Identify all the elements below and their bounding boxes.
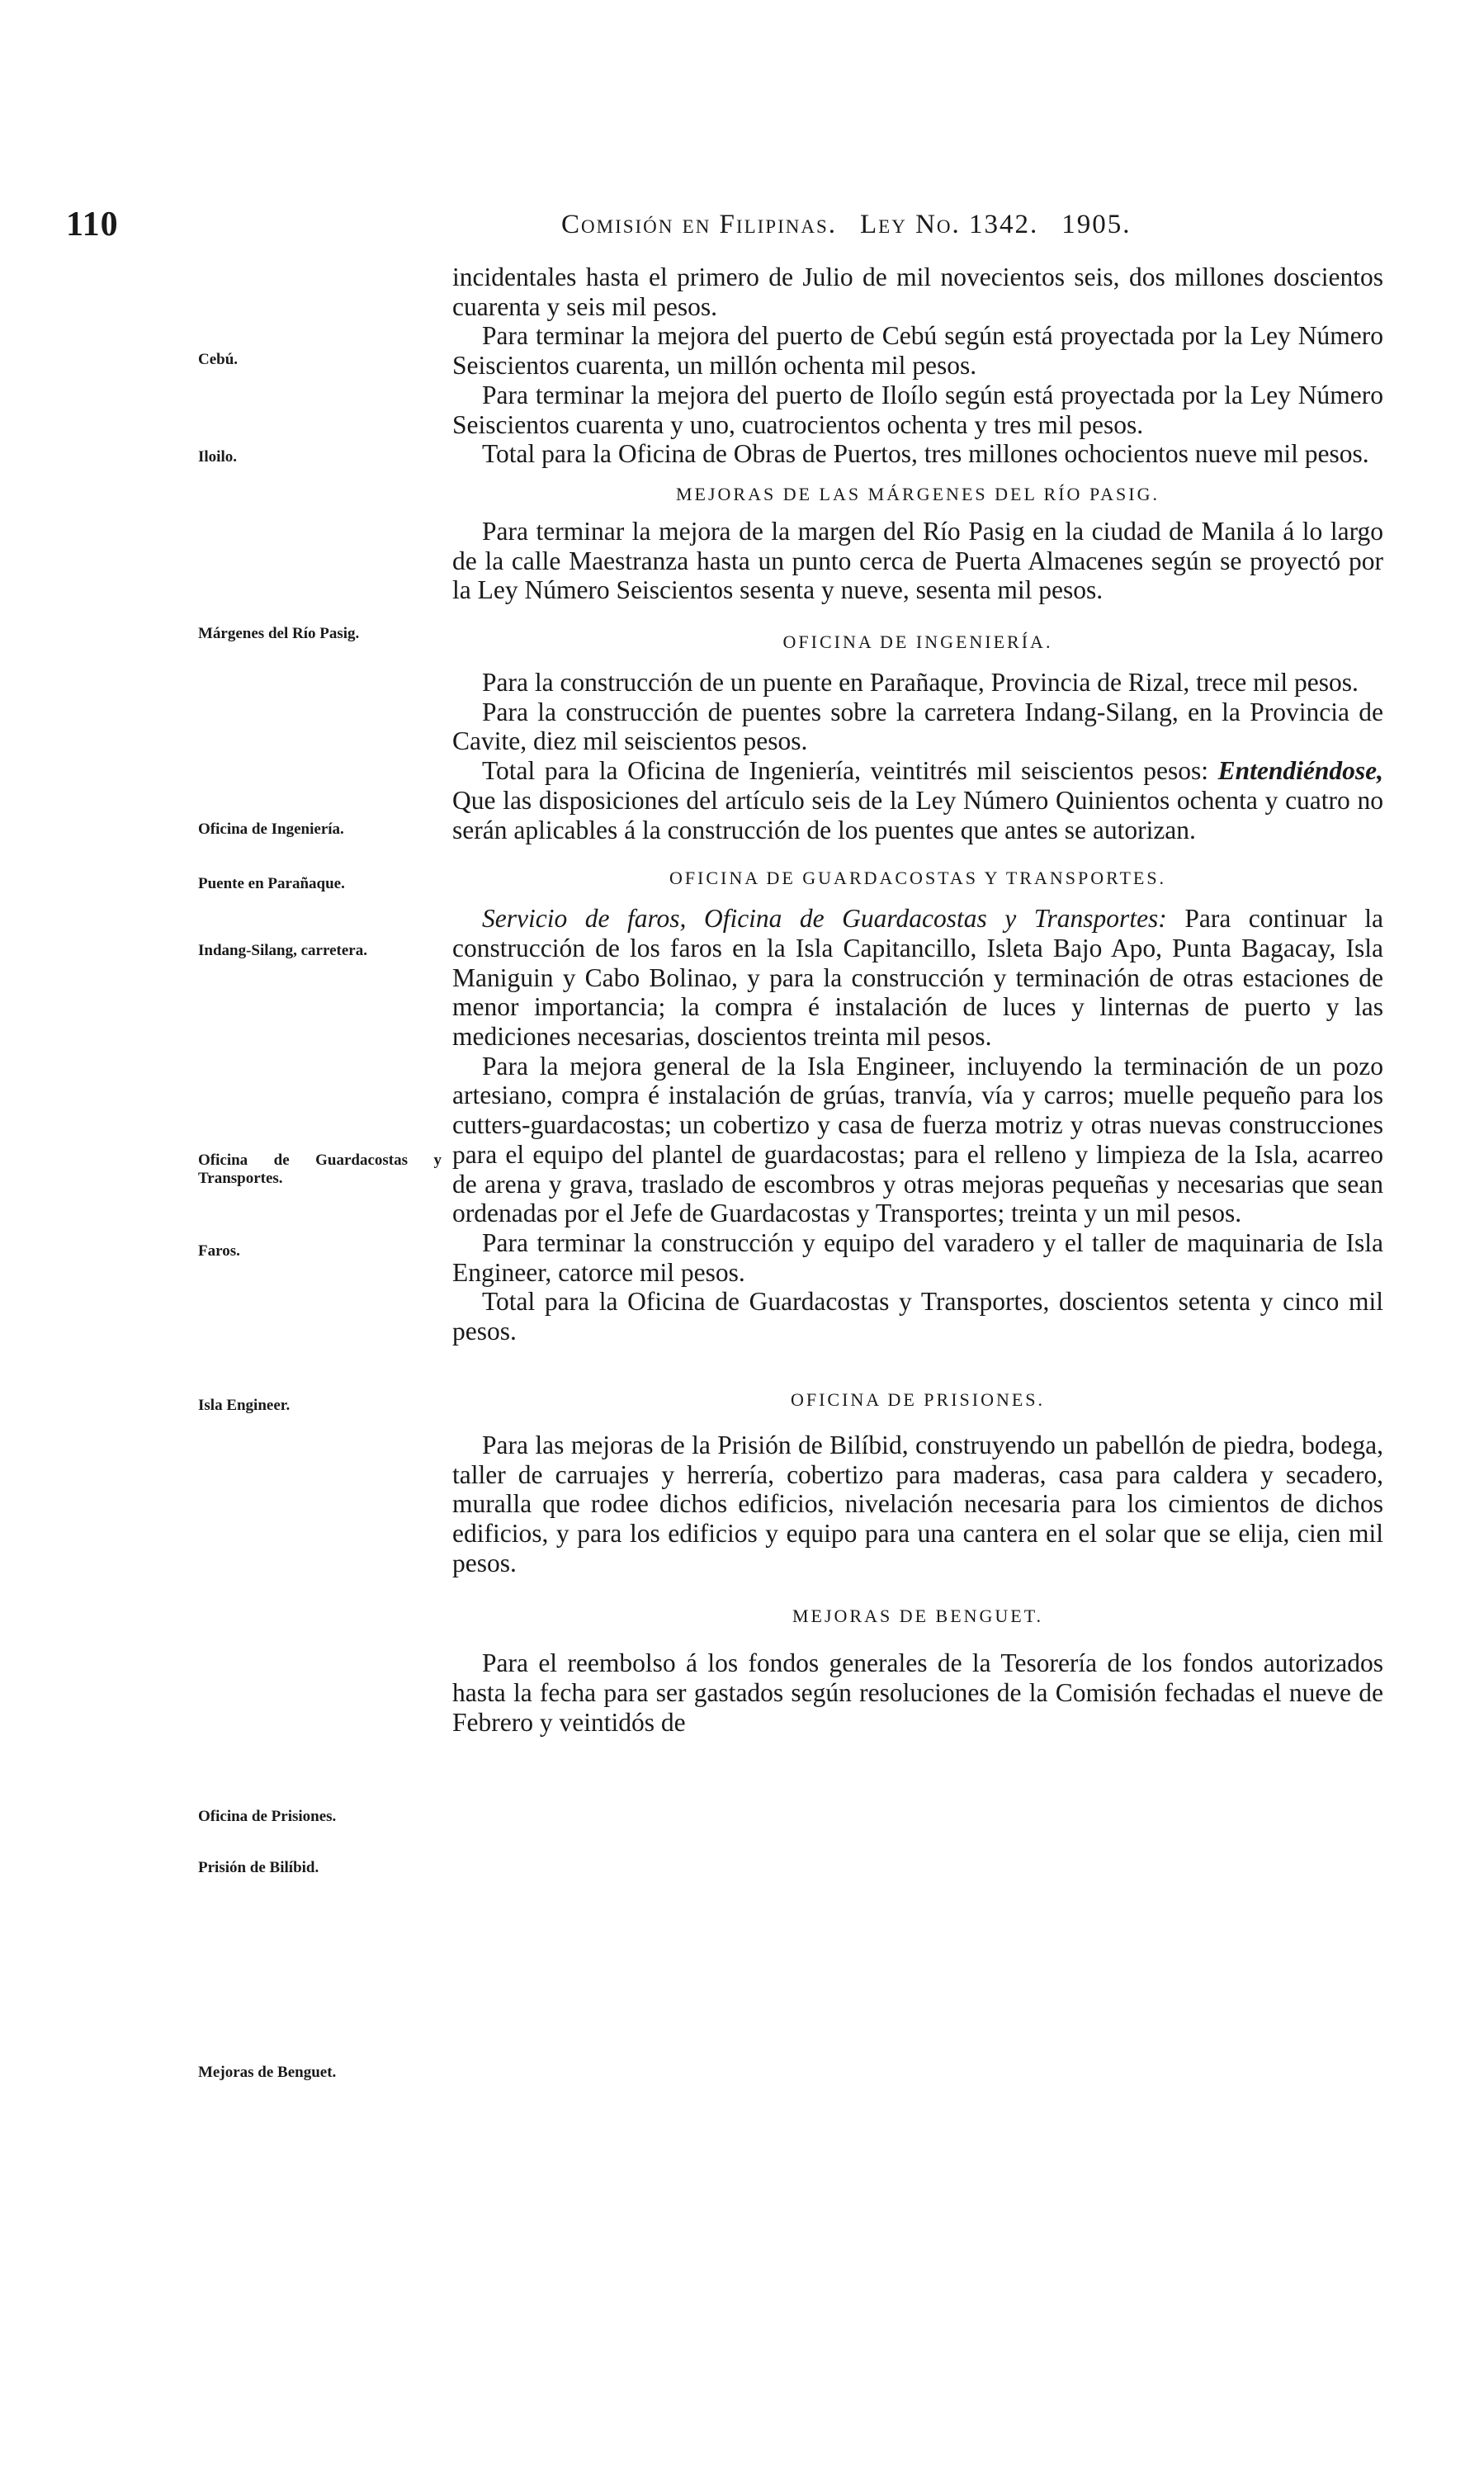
heading-pasig: MEJORAS DE LAS MÁRGENES DEL RÍO PASIG. [675,483,1160,504]
margin-note-pasig: Márgenes del Río Pasig. [198,625,360,642]
margin-note-guardacostas: Oficina de Guardacostas y Transportes. [198,1152,442,1187]
heading-guardacostas: OFICINA DE GUARDACOSTAS Y TRANSPORTES. [669,868,1167,889]
running-title [561,210,1132,240]
margin-note-prisiones: Oficina de Prisiones. [198,1808,337,1825]
paragraph-indang: Para la construcción de puentes sobre la carretera Indang-Silang, en la Provincia de Cavite, diez mil seiscientos pesos. [452,697,1383,756]
paragraph-total-guardacostas: Total para la Oficina de Guardacostas y Transportes, doscientos setenta y cinco mil pesos. [452,1287,1383,1346]
running-title-commission: Comisión en Filipinas. [561,210,837,239]
margin-note-iloilo: Iloilo. [198,448,237,466]
paragraph-paranaque: Para la construcción de un puente en Parañaque, Provincia de Rizal, trece mil pesos. [482,668,1359,698]
margin-note-faros: Faros. [198,1242,240,1260]
margin-note-indang: Indang-Silang, carretera. [198,942,367,959]
paragraph-total-ingenieria [452,756,1383,844]
margin-note-benguet: Mejoras de Benguet. [198,2064,337,2081]
paragraph-incidentales: incidentales hasta el primero de Julio de mil novecientos seis, dos millones doscientos cuarenta y seis mil pesos. [452,262,1383,321]
faros-service-title: Servicio de faros, Oficina de Guardacostas y Transportes: [482,904,1167,934]
margin-note-bilibid: Prisión de Bilíbid. [198,1859,319,1876]
paragraph-benguet: Para el reembolso á los fondos generales de la Tesorería de los fondos autorizados hasta la fecha para ser gastados según resoluciones de la Comisión fechadas el nueve de Febrero y veintidós de [452,1648,1383,1737]
page-number: 110 [66,206,119,244]
body-text [452,262,1383,1737]
paragraph-iloilo: Para terminar la mejora del puerto de Iloílo según está proyectada por la Ley Número Seiscientos cuarenta y uno, cuatrocientos ochenta y tres mil pesos. [452,380,1383,439]
total-ingenieria-text: Total para la Oficina de Ingeniería, veintitrés mil seiscientos pesos: [482,756,1208,786]
paragraph-pasig: Para terminar la mejora de la margen del Río Pasig en la ciudad de Manila á lo largo de la calle Maestranza hasta un punto cerca de Puerta Almacenes según se proyectó por la Ley Número Seiscientos sesenta y nueve, sesenta mil pesos. [452,516,1383,605]
proviso-entendiendose: Entendiéndose, [1217,756,1383,786]
paragraph-total-puertos: Total para la Oficina de Obras de Puertos, tres millones ochocientos nueve mil pesos. [482,439,1369,469]
running-header [66,205,1354,254]
proviso-text: Que las disposiciones del artículo seis de la Ley Número Quinientos ochenta y cuatro no serán aplicables á la construcción de los puentes que antes se autorizan. [452,785,1383,844]
running-title-law: Ley No. 1342. [860,210,1039,239]
paragraph-bilibid: Para las mejoras de la Prisión de Bilíbid, construyendo un pabellón de piedra, bodega, taller de carruajes y herrería, cobertizo para maderas, casa para caldera y secadero, muralla que rodee dichos edificios, nivelación necesaria para los cimientos de dichos edificios, y para los edificios y equipo para una cantera en el solar que se elija, cien mil pesos. [452,1430,1383,1577]
heading-ingenieria: OFICINA DE INGENIERÍA. [782,631,1053,653]
margin-note-paranaque: Puente en Parañaque. [198,875,345,892]
paragraph-engineer: Para la mejora general de la Isla Engineer, incluyendo la terminación de un pozo artesiano, compra é instalación de grúas, tranvía, vía y carros; muelle pequeño para los cutters-guardacostas; un cobertizo y casa de fuerza motriz y otras nuevas construcciones para el equipo del plantel de guardacostas; para el relleno y limpieza de la Isla, acarreo de arena y grava, traslado de escombros y otras mejoras pequeñas y necesarias que sean ordenadas por el Jefe de Guardacostas y Transportes; treinta y un mil pesos. [452,1051,1383,1228]
heading-prisiones: OFICINA DE PRISIONES. [790,1388,1046,1410]
faros-text: Para continuar la construcción de los faros en la Isla Capitancillo, Isleta Bajo Apo, Punta Bagacay, Isla Maniguin y Cabo Bolinao, y para la construcción y terminación de otras estaciones de menor importancia; la compra é instalación de luces y linternas de puerto y las mediciones necesarias, doscientos treinta mil pesos. [452,904,1384,1052]
margin-note-engineer: Isla Engineer. [198,1397,291,1414]
paragraph-faros [452,904,1383,1052]
margin-note-cebu: Cebú. [198,351,239,368]
running-title-year: 1905. [1061,210,1132,239]
margin-note-ingenieria: Oficina de Ingeniería. [198,821,344,838]
paragraph-cebu: Para terminar la mejora del puerto de Cebú según está proyectada por la Ley Número Seiscientos cuarenta, un millón ochenta mil pesos. [452,321,1383,381]
paragraph-varadero: Para terminar la construcción y equipo del varadero y el taller de maquinaria de Isla Engineer, catorce mil pesos. [452,1227,1383,1287]
heading-benguet: MEJORAS DE BENGUET. [792,1606,1044,1627]
